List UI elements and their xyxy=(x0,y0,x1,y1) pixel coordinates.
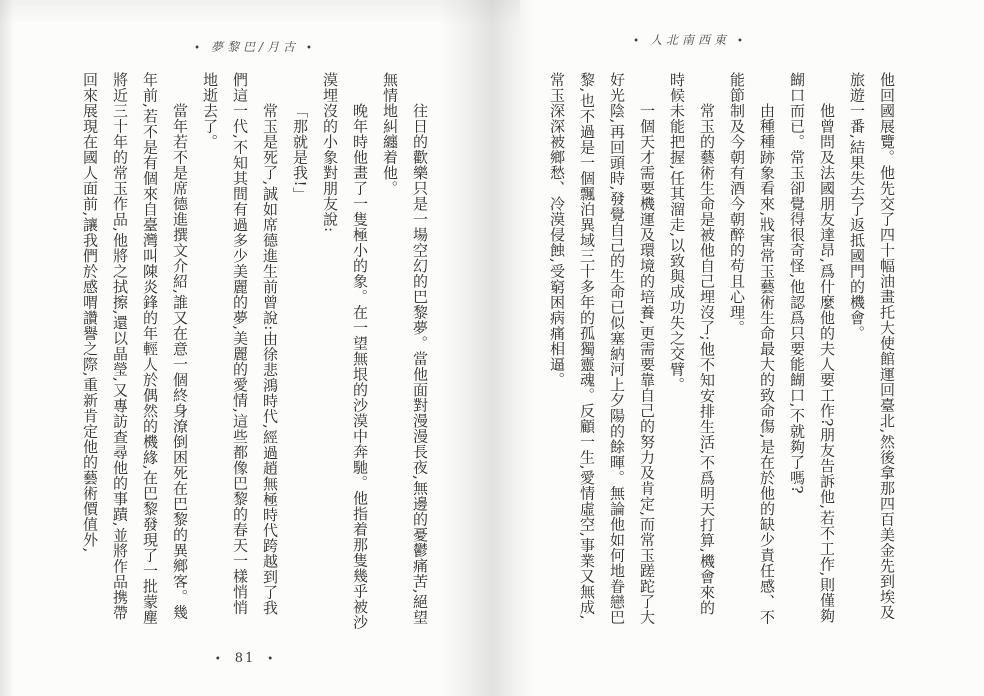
paragraph: 「那就是我!」 xyxy=(291,103,309,203)
right-running-head-text: 人北南西東 xyxy=(649,33,730,47)
right-page xyxy=(510,0,984,696)
page-number xyxy=(185,651,305,666)
paragraph: 由種種跡象看來,戕害常玉藝術生命最大的致命傷,是在於他的缺少責任感、不能節制及今朝有酒今朝醉的苟且心理。 xyxy=(728,72,776,626)
head-dot-icon: • xyxy=(633,36,643,47)
page-number-dot-icon: • xyxy=(267,654,276,665)
paragraph: 往日的歡樂只是一場空幻的巴黎夢。當他面對漫漫長夜,無邊的憂鬱痛苦,絕望無情地糾纏着他。 xyxy=(381,72,429,626)
paragraph: 當年若不是席德進撰文介紹,誰又在意一個終身潦倒困死在巴黎的異鄉客。幾年前,若不是有個來自臺灣叫陳炎鋒的年輕人於偶然的機緣,在巴黎發現了一批蒙塵將近三十年的常玉作品,他將之拭擦,還以晶瑩,又專訪查尋他的事蹟,並將作品携帶回來展現在國人面前,讓我們於感喟讚譽之際,重新肯定他的藝術價值外, xyxy=(81,72,189,626)
paragraph: 一個天才需要機運及環境的培養,更需要靠自己的努力及肯定,而常玉蹉跎了大好光陰,再回頭時,發覺自己的生命已似塞納河上夕陽的餘暉。無論他如何地眷戀巴黎,也不過是一個飄泊異域三十多年的孤獨靈魂。反顧一生,愛情虛空,事業又無成,常玉深深被鄉愁、冷漠侵蝕,受窮困病痛相逼。 xyxy=(548,72,656,626)
left-running-head-text: 夢黎巴/月古 xyxy=(210,40,300,54)
paragraph: 他回國展覽。他先交了四十幅油畫托大使館運回臺北,然後拿那四百美金先到埃及旅遊一番,結果失去了返抵國門的機會。 xyxy=(848,72,896,620)
left-page-text xyxy=(75,72,435,630)
right-running-head xyxy=(550,31,830,48)
left-running-head xyxy=(150,38,360,55)
page-number-value: 81 xyxy=(234,651,256,666)
right-page-text xyxy=(542,72,902,630)
paragraph: 他曾問及法國朋友達昂,爲什麼他的夫人要工作?朋友告訴他,若不工作,則僅夠餬口而已。常玉卻覺得很奇怪,他認爲只要能餬口,不就夠了嗎? xyxy=(788,72,836,624)
head-dot-icon: • xyxy=(194,43,204,54)
page-number-dot-icon: • xyxy=(214,654,223,665)
left-page xyxy=(0,0,470,696)
head-dot-icon: • xyxy=(306,43,316,54)
paragraph: 晚年時他畫了一隻極小的象。在一望無垠的沙漠中奔馳。他指着那隻幾乎被沙漠埋沒的小象對朋友說: xyxy=(321,72,369,630)
paragraph: 常玉的藝術生命是被他自己埋沒了;他不知安排生活,不爲明天打算,機會來的時候未能把握,任其溜走,以致與成功失之交臂。 xyxy=(668,72,716,616)
paragraph: 常玉是死了,誠如席德進生前曾說:由徐悲鴻時代,經過趙無極時代跨越到了我們這一代,不知其間有過多少美麗的夢,美麗的愛情,這些都像巴黎的春天一樣悄悄地逝去了。 xyxy=(201,72,279,616)
head-dot-icon: • xyxy=(737,36,747,47)
